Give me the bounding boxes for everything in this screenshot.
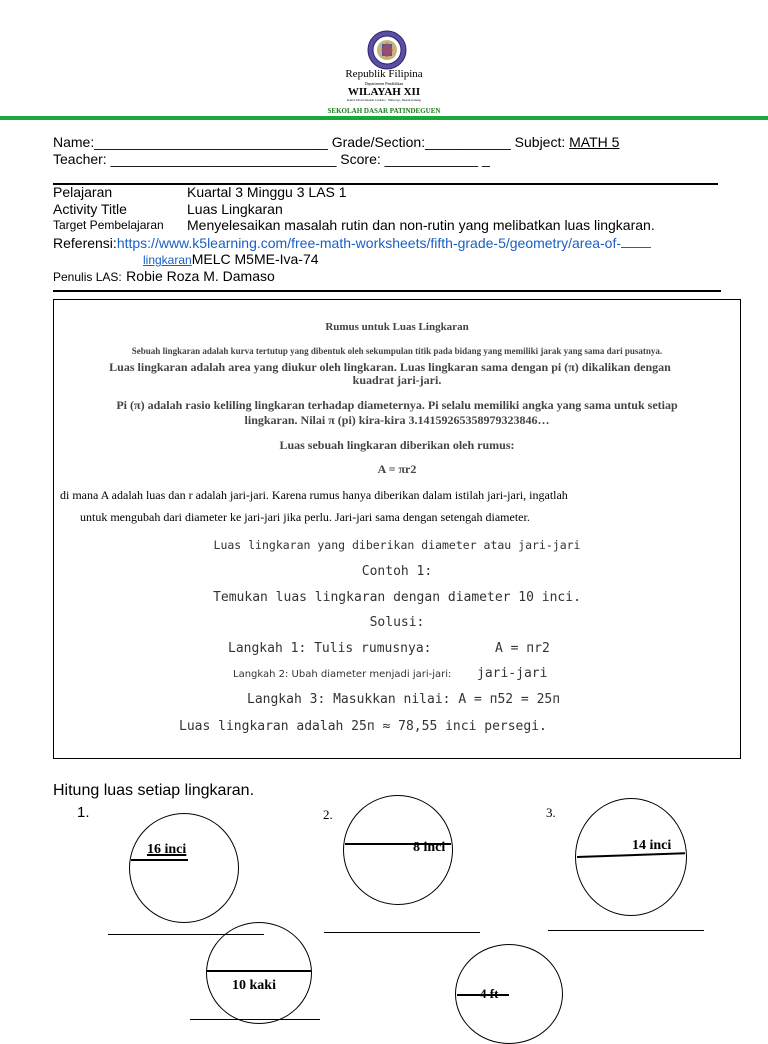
circle-5-radius — [457, 994, 509, 996]
info-formula-intro: Luas sebuah lingkaran diberikan oleh rumus: — [279, 438, 515, 452]
teacher-field[interactable]: _____________________________ — [110, 151, 337, 167]
lesson-value: Kuartal 3 Minggu 3 LAS 1 — [187, 184, 347, 200]
score-field[interactable]: ____________ _ — [384, 151, 490, 167]
info-definition: Sebuah lingkaran adalah kurva tertutup yang dibentuk oleh sekumpulan titik pada bidang yang memiliki jarak yang sama dari pusatnya. — [131, 346, 663, 356]
target-label: Target Pembelajaran — [53, 218, 164, 232]
item-2-number: 2. — [323, 807, 333, 822]
example-title: Contoh 1: — [361, 564, 433, 579]
reference-link-cont[interactable]: lingkaran — [143, 253, 192, 267]
author-value: Robie Roza M. Damaso — [126, 268, 275, 284]
exercise-instruction: Hitung luas setiap lingkaran. — [53, 782, 255, 799]
target-value: Menyelesaikan masalah rutin dan non-rutin yang melibatkan luas lingkaran. — [187, 217, 655, 233]
activity-label: Activity Title — [53, 201, 127, 217]
header-department: Departemen Pendidikan — [364, 81, 404, 86]
reference-link[interactable]: https://www.k5learning.com/free-math-worksheets/fifth-grade-5/geometry/area-of- — [116, 235, 622, 251]
header-school: SEKOLAH DASAR PATINDEGUEN — [327, 107, 441, 115]
name-row — [53, 134, 619, 150]
subject-label: Subject: — [514, 134, 566, 150]
teacher-label: Teacher: — [53, 151, 107, 167]
circle-5-label: 4 ft — [480, 986, 499, 1001]
step2-label: Langkah 2: Ubah diameter menjadi jari-jari: — [233, 669, 452, 680]
circle-1-radius — [131, 859, 188, 861]
teacher-row — [53, 151, 490, 167]
melc-row — [143, 251, 319, 269]
melc-code: MELC M5ME-Iva-74 — [191, 251, 319, 267]
answer-line-4[interactable] — [190, 1019, 320, 1020]
step2-value: jari-jari — [477, 666, 548, 681]
author-row — [53, 268, 275, 286]
deped-seal-icon — [367, 30, 407, 70]
meta-bottom-rule — [53, 290, 721, 292]
circle-2-label: 8 inci — [413, 840, 446, 855]
circle-4-label: 10 kaki — [232, 978, 276, 993]
score-label: Score: — [340, 151, 381, 167]
answer-line-3[interactable] — [548, 930, 704, 931]
name-label: Name: — [53, 134, 95, 150]
info-area-1: Luas lingkaran adalah area yang diukur oleh lingkaran. Luas lingkaran sama dengan pi (π) dikalikan dengan — [109, 360, 671, 374]
info-formula: A = πr2 — [377, 462, 417, 476]
circle-4 — [206, 922, 312, 1024]
circle-4-diameter — [207, 970, 311, 972]
lesson-label: Pelajaran — [53, 184, 113, 200]
example-result: Luas lingkaran adalah 25п ≈ 78,55 inci persegi. — [179, 719, 547, 734]
example-solution: Solusi: — [369, 615, 425, 630]
name-field[interactable]: ______________________________ — [94, 134, 328, 150]
header-region: WILAYAH XII — [347, 86, 421, 98]
meta-top-rule — [53, 183, 718, 185]
circle-1-label: 16 inci — [147, 842, 187, 857]
item-3-number: 3. — [546, 805, 556, 820]
item-1-number: 1. — [77, 804, 90, 821]
reference-label: Referensi: — [53, 235, 117, 251]
example-task: Temukan luas lingkaran dengan diameter 10 inci. — [213, 590, 581, 605]
header-address: Kantor Divisi Sekolah Cotabato · Malocogo, Daerah Gunung — [347, 98, 421, 102]
circle-3-label: 14 inci — [632, 838, 672, 853]
info-subheading: Luas lingkaran yang diberikan diameter atau jari-jari — [213, 538, 581, 552]
step1-formula: A = пr2 — [495, 641, 550, 656]
author-label: Penulis LAS: — [53, 270, 122, 284]
info-where-2: untuk mengubah dari diameter ke jari-jari jika perlu. Jari-jari sama dengan setengah diameter. — [80, 510, 530, 524]
grade-label: Grade/Section: — [331, 134, 426, 150]
info-pi-1: Pi (π) adalah rasio keliling lingkaran terhadap diameternya. Pi selalu memiliki angka yang sama untuk setiap — [116, 398, 678, 412]
activity-value: Luas Lingkaran — [187, 201, 283, 217]
circle-1 — [129, 813, 239, 923]
info-pi-2: lingkaran. Nilai π (pi) kira-kira 3.14159265358979323846… — [244, 413, 550, 427]
step3: Langkah 3: Masukkan nilai: A = п52 = 25п — [247, 692, 561, 707]
step1-label: Langkah 1: Tulis rumusnya: — [228, 641, 432, 656]
header-divider — [0, 116, 768, 120]
subject-value: MATH 5 — [569, 134, 620, 150]
reference-row — [53, 235, 651, 251]
info-area-2: kuadrat jari-jari. — [352, 373, 442, 387]
answer-line-2[interactable] — [324, 932, 480, 933]
header-republic: Republik Filipina — [345, 68, 423, 80]
info-where-1: di mana A adalah luas dan r adalah jari-jari. Karena rumus hanya diberikan dalam istilah jari-jari, ingatlah — [60, 488, 568, 502]
grade-field[interactable]: ___________ — [425, 134, 511, 150]
info-title: Rumus untuk Luas Lingkaran — [325, 321, 469, 333]
